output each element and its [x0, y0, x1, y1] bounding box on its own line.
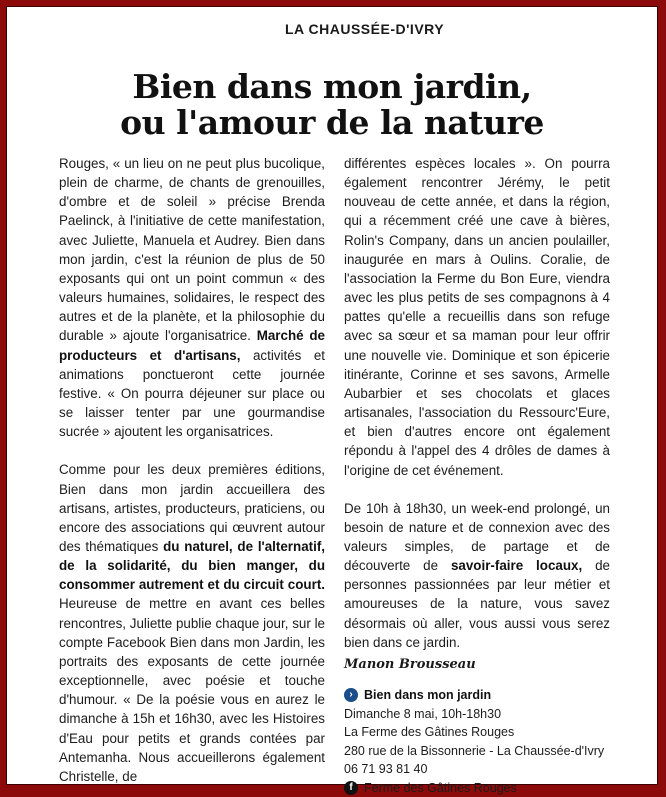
event-info-box	[344, 686, 610, 797]
paragraph: différentes espèces locales ». On pourra également rencontrer Jérémy, le petit nouveau de cette année, et dans la région, qui a récemment créé une cave à bières, Rolin's Company, dans un ancien poulailler, inaugurée en mars à Oulins. Coralie, de l'association la Ferme du Bon Eure, viendra avec les plus petits de ses compagnons à 4 pattes qu'elle a recueillis dans son refuge avec sa sœur et sa maman pour leur offrir une nouvelle vie. Dominique et son épicerie itinérante, Corinne et ses savons, Armelle Aubarbier et ses chocolats et glaces artisanales, l'association du Ressourc'Eure, et bien d'autres encore ont également répondu à l'appel des 4 drôles de dames à l'origine de cet événement.	[344, 156, 610, 478]
event-phone: 06 71 93 81 40	[344, 762, 428, 777]
facebook-line	[344, 779, 610, 797]
paragraph	[59, 460, 325, 786]
text-run: De 10h à 18h30, un week-end prolongé, un besoin de nature et de connexion avec des valeurs simples, de partage et de découverte de	[344, 500, 610, 574]
text-run: de personnes passionnées par leur métier et amoureuses de la nature, vous savez désormais où aller, vous aussi vous serez bien dans ce jardin.	[344, 558, 610, 650]
title-line-1: Bien dans mon jardin,	[132, 67, 532, 106]
paragraph	[59, 154, 325, 441]
article-title	[7, 69, 657, 141]
text-run: activités et animations ponctueront cette journée festive. « On pourra déjeuner sur place ou se laisser tenter par une gourmandise sucrée » ajoutent les organisatrices.	[59, 347, 325, 440]
article-page	[6, 6, 658, 795]
facebook-icon: f	[344, 781, 358, 795]
text-run: Rouges, « un lieu on ne peut plus bucolique, plein de charme, de chants de grenouilles, d'ombre et de soleil » précise Brenda Paelinck, à l'initiative de cette manifestation, avec Juliette, Manuela et Audrey. Bien dans mon jardin, c'est la réunion de plus de 50 exposants qui ont un point commun « des valeurs humaines, solidaires, le respect des autres et de la planète, et la philosophie du durable » ajoute l'organisatrice.	[59, 156, 325, 344]
event-address: 280 rue de la Bissonnerie - La Chaussée-d'Ivry	[344, 743, 605, 758]
section-rubric: LA CHAUSSÉE-D'IVRY	[285, 21, 445, 37]
chevron-right-icon: ›	[344, 688, 358, 702]
right-column	[344, 154, 610, 797]
title-line-2: ou l'amour de la nature	[120, 103, 544, 142]
text-run: Comme pour les deux premières éditions, Bien dans mon jardin accueillera des artisans, artistes, producteurs, praticiens, ou encore des associations qui œuvrent autour des thématiques	[59, 462, 325, 554]
event-name: Bien dans mon jardin	[364, 688, 492, 703]
bold-text: du naturel, de l'alternatif, de la solidarité, du bien manger, du consommer autrement et du circuit court.	[59, 538, 326, 593]
author-byline: Manon Brousseau	[344, 656, 476, 672]
facebook-page-name: Ferme des Gâtines Rouges	[364, 780, 517, 795]
bold-text: savoir-faire locaux,	[450, 558, 583, 574]
left-column	[59, 154, 325, 786]
event-date: Dimanche 8 mai, 10h-18h30	[344, 706, 502, 721]
event-name-line	[344, 686, 610, 705]
event-venue: La Ferme des Gâtines Rouges	[344, 725, 515, 740]
bold-text: Marché de producteurs et d'artisans,	[59, 328, 325, 363]
paragraph	[344, 499, 610, 652]
text-run: Heureuse de mettre en avant ces belles rencontres, Juliette publie chaque jour, sur le compte Facebook Bien dans mon Jardin, les portraits des exposants de cette journée exceptionnelle, avec poésie et touche d'humour. « De la poésie vous en aurez le dimanche à 15h et 16h30, avec les Histoires d'Eau pour petits et grands contées par Antemanha. Nous accueillerons également Christelle, de	[59, 596, 325, 784]
